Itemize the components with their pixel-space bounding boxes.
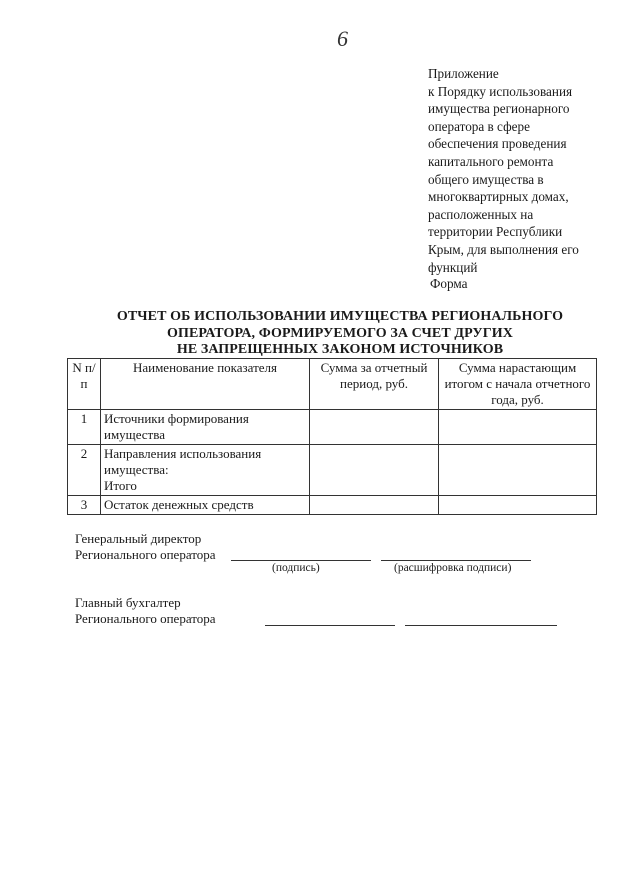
row-cumulative-sum (439, 496, 597, 515)
title-line-1: ОТЧЕТ ОБ ИСПОЛЬЗОВАНИИ ИМУЩЕСТВА РЕГИОНАЛЬНОГО (116, 309, 564, 324)
row-cumulative-sum (439, 410, 597, 445)
director-organization: Регионального оператора (75, 547, 216, 562)
accountant-title: Главный бухгалтер (75, 595, 181, 610)
accountant-organization: Регионального оператора (75, 611, 216, 626)
appendix-line: оператора в сфере (428, 118, 530, 134)
row-period-sum (310, 496, 439, 515)
appendix-line: расположенных на (428, 206, 534, 222)
appendix-line: многоквартирных домах, (428, 189, 569, 205)
appendix-line: Крым, для выполнения его (428, 241, 579, 257)
director-decoding-line (381, 560, 531, 561)
appendix-block (428, 65, 618, 276)
header-period-sum: Сумма за отчетный период, руб. (310, 359, 439, 410)
accountant-signature-line (265, 625, 395, 626)
appendix-line: функций (428, 259, 478, 275)
title-line-3: НЕ ЗАПРЕЩЕННЫХ ЗАКОНОМ ИСТОЧНИКОВ (176, 342, 504, 357)
row-cumulative-sum (439, 445, 597, 496)
row-name: Остаток денежных средств (101, 496, 310, 515)
director-title: Генеральный директор (75, 531, 202, 546)
report-table (67, 358, 597, 515)
accountant-decoding-line (405, 625, 557, 626)
page-number: 6 (337, 26, 348, 51)
appendix-line: обеспечения проведения (428, 136, 567, 152)
director-signature-line (231, 560, 371, 561)
appendix-line: территории Республики (428, 224, 563, 240)
appendix-line: имущества регионарного (428, 101, 570, 117)
form-label: Форма (430, 276, 468, 291)
table-row (68, 410, 597, 445)
row-num: 1 (68, 410, 101, 445)
signature-caption: (подпись) (272, 562, 320, 574)
appendix-line: Приложение (428, 66, 499, 81)
header-name: Наименование показателя (101, 359, 310, 410)
row-name: Источники формирования имущества (101, 410, 310, 445)
row-name-cell (101, 445, 310, 496)
row-period-sum (310, 445, 439, 496)
appendix-line: капитального ремонта (428, 153, 554, 169)
decoding-caption: (расшифровка подписи) (394, 562, 512, 574)
appendix-line: общего имущества в (428, 171, 544, 187)
row-period-sum (310, 410, 439, 445)
row-name: Направления использования имущества: (104, 446, 262, 477)
table-row (68, 445, 597, 496)
row-name-total: Итого (104, 478, 137, 493)
row-num: 2 (68, 445, 101, 496)
title-line-2: ОПЕРАТОРА, ФОРМИРУЕМОГО ЗА СЧЕТ ДРУГИХ (166, 325, 514, 341)
table-header-row (68, 359, 597, 410)
header-cumulative-sum: Сумма нарастающим итогом с начала отчетного года, руб. (439, 359, 597, 410)
row-num: 3 (68, 496, 101, 515)
table-row (68, 496, 597, 515)
appendix-line: к Порядку использования (428, 83, 573, 99)
report-title (90, 309, 590, 359)
header-num: N п/п (68, 359, 101, 410)
